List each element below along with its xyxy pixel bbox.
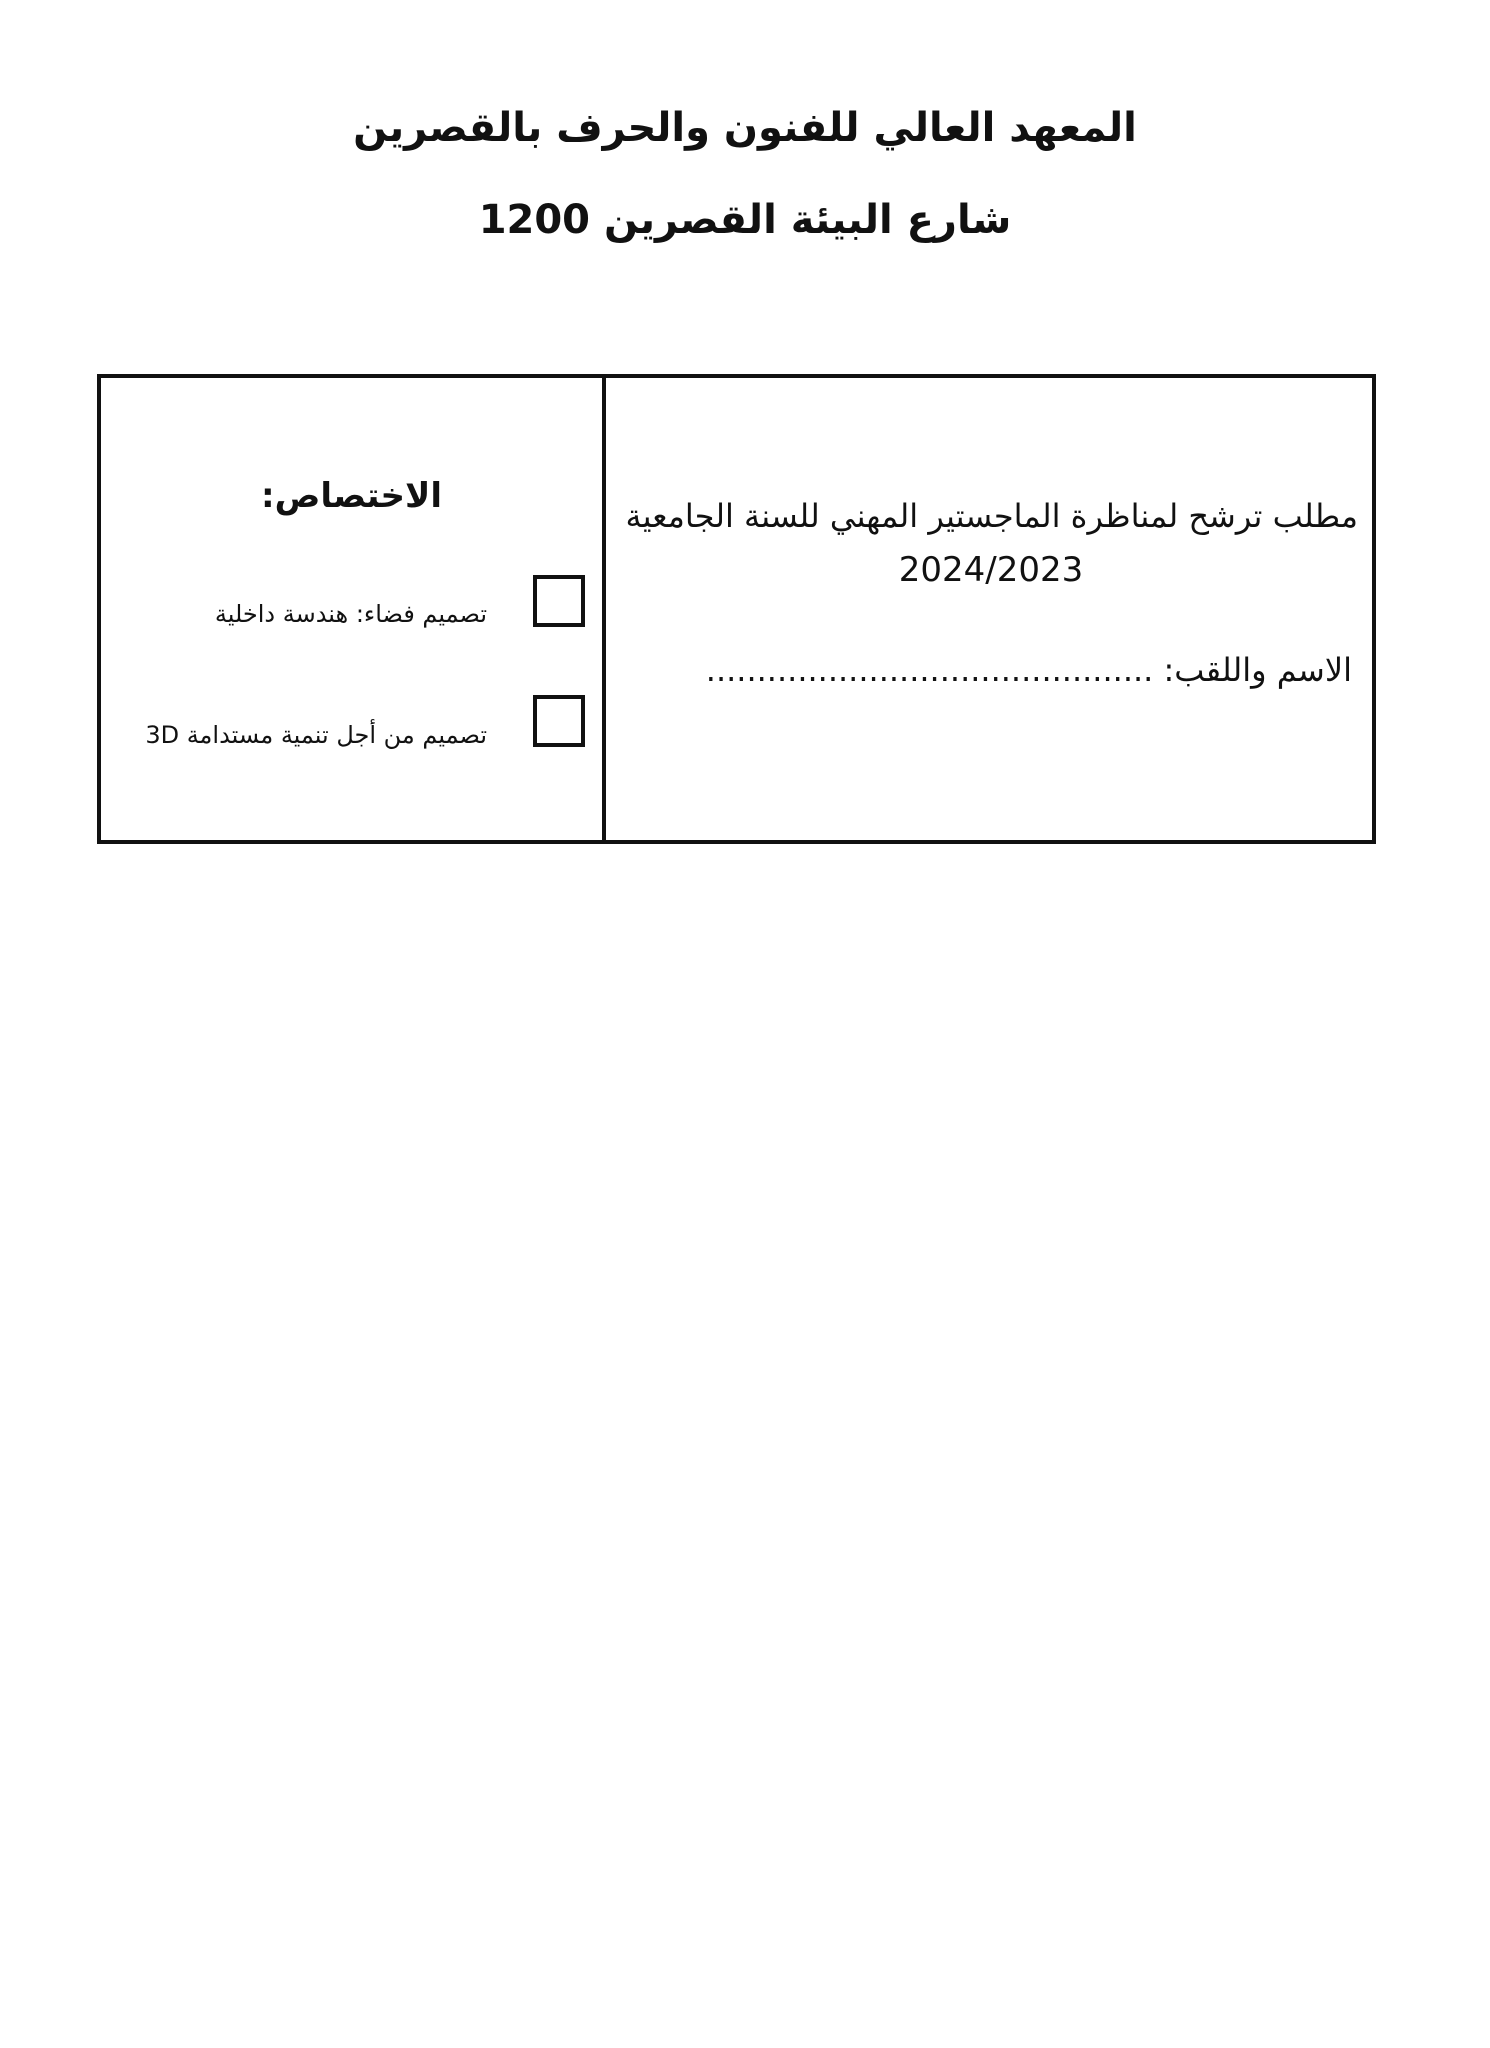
interior-design-label: تصميم فضاء: هندسة داخلية [214,600,487,628]
name-field[interactable]: الاسم واللقب: ............................................ [705,651,1352,689]
institution-name: المعهد العالي للفنون والحرف بالقصرين [353,105,1137,151]
application-form-box [97,374,1376,844]
interior-design-checkbox[interactable] [533,575,585,627]
academic-year: 2024/2023 [898,550,1084,590]
sustainable-design-label: تصميم من أجل تنمية مستدامة 3D [145,721,487,749]
sustainable-design-checkbox[interactable] [533,695,585,747]
request-title: مطلب ترشح لمناظرة الماجستير المهني للسنة الجامعية [625,497,1358,535]
column-divider [602,378,606,840]
specialty-heading: الاختصاص: [261,476,442,516]
institution-address: شارع البيئة القصرين 1200 [478,197,1012,243]
